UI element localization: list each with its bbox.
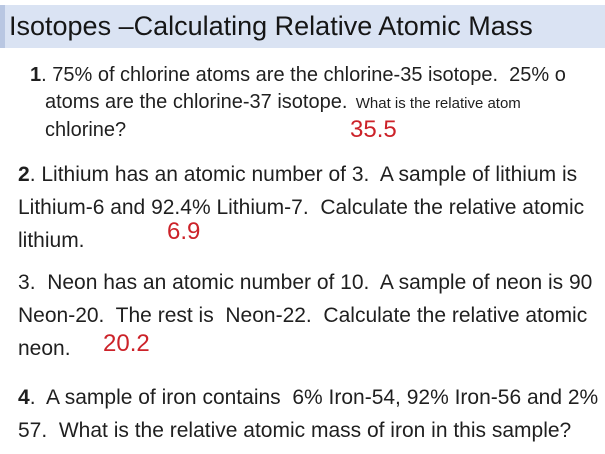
question-2-line-2: Lithium-6 and 92.4% Lithium-7. Calculate the relative atomic: [18, 196, 585, 219]
question-1-text-main: atoms are the chlorine-37 isotope.: [45, 91, 348, 113]
question-4-line-2: 57. What is the relative atomic mass of iron in this sample?: [18, 419, 572, 442]
question-4-line-1: [18, 381, 605, 414]
question-1-text-small: What is the relative atom: [347, 95, 521, 112]
question-2-number: 2: [18, 163, 30, 186]
question-3-line-3: neon.: [18, 337, 71, 360]
question-3-number: 3: [18, 271, 30, 294]
answer-2: 6.9: [167, 218, 201, 245]
question-1-line-1: [30, 62, 605, 89]
question-3-line-2: Neon-20. The rest is Neon-22. Calculate the relative atomic: [18, 304, 588, 327]
slide-title-bar: [0, 5, 605, 48]
question-2: [18, 158, 605, 257]
question-1-number: 1: [30, 64, 42, 86]
slide-title-edge-strip: [0, 5, 5, 48]
slide-title: Isotopes –Calculating Relative Atomic Mass: [9, 11, 533, 41]
answer-1: 35.5: [350, 116, 397, 143]
question-2-text: . Lithium has an atomic number of 3. A sample of lithium is: [29, 163, 578, 186]
question-3-line-1: [18, 266, 605, 299]
question-1-line-2: [30, 89, 605, 117]
question-2-line-3: lithium.: [18, 229, 85, 252]
question-1: [30, 62, 605, 144]
question-1-line-3: chlorine?: [45, 119, 127, 141]
question-2-line-1: [18, 158, 605, 191]
question-3: [18, 266, 605, 365]
question-4-text: . A sample of iron contains 6% Iron-54, 92% Iron-56 and 2%: [29, 386, 599, 409]
question-1-text: . 75% of chlorine atoms are the chlorine-35 isotope. 25% o: [41, 64, 566, 86]
question-4: [18, 381, 605, 447]
question-4-number: 4: [18, 386, 30, 409]
answer-3: 20.2: [103, 330, 150, 357]
question-3-text: . Neon has an atomic number of 10. A sample of neon is 90: [29, 271, 593, 294]
